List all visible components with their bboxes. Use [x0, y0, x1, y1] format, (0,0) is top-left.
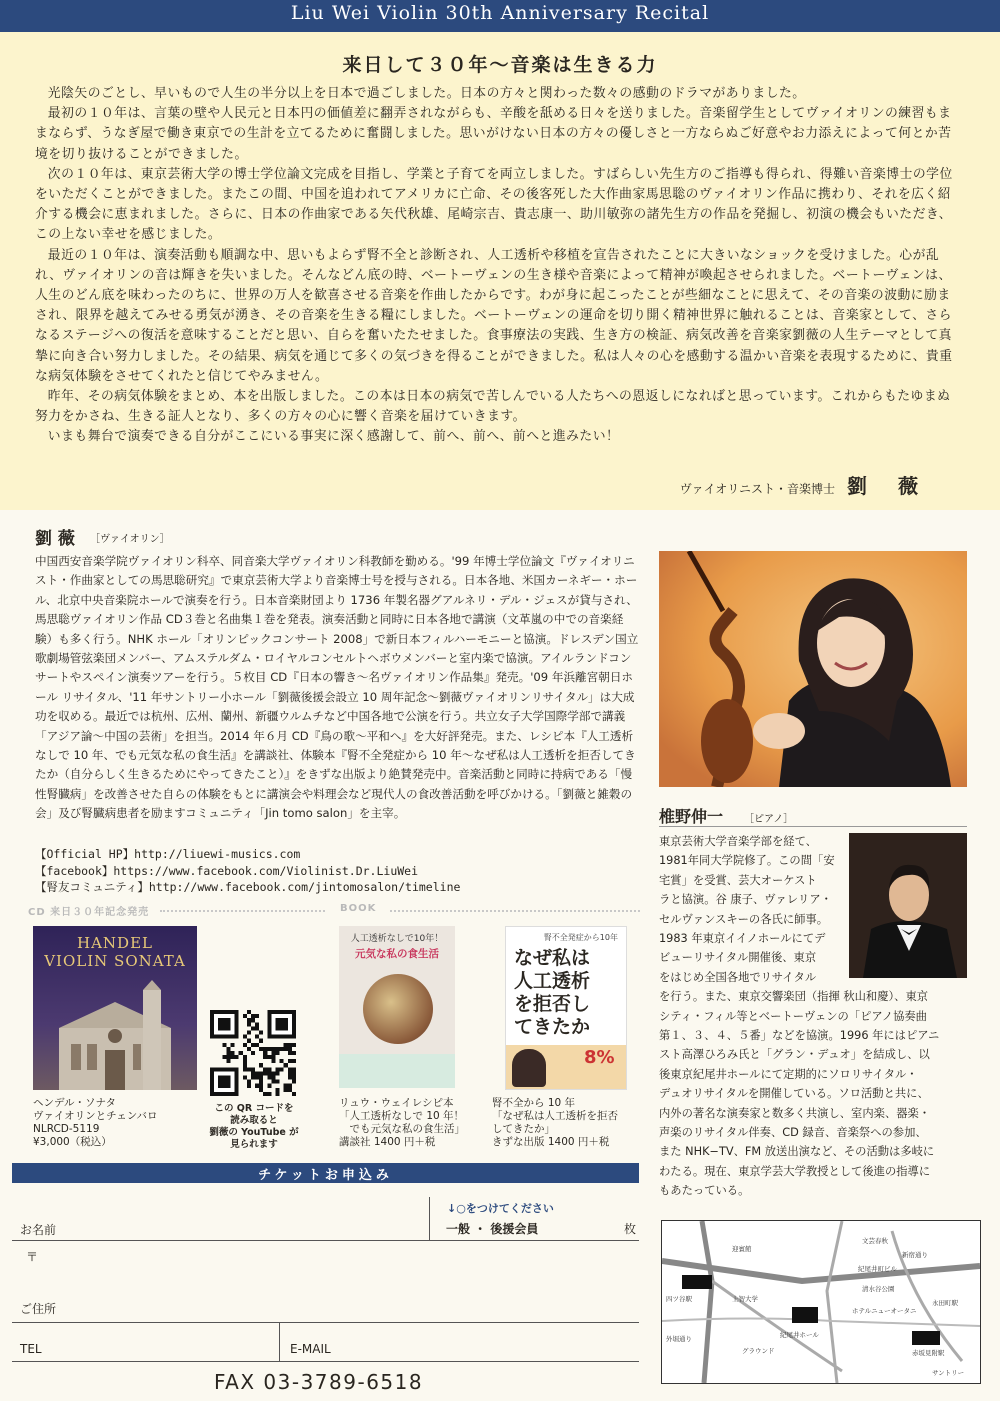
map-label: サントリー [932, 1369, 965, 1377]
divider [390, 910, 640, 912]
pianist-photo [849, 833, 967, 978]
youtube-qr-code[interactable] [210, 1010, 296, 1096]
map-label: 外堀通り [666, 1335, 692, 1343]
caption-line: 腎不全から 10 年 [492, 1097, 576, 1109]
experience-book-cover [505, 926, 627, 1090]
author-photo [512, 1049, 546, 1087]
book-cover-text: 人工透析なしで10年！ [350, 934, 444, 944]
book-cover-band [339, 1054, 455, 1088]
pianist-bio-line: ラと協演。谷 康子、ヴァレリア・ [659, 893, 832, 907]
form-divider [429, 1197, 430, 1240]
caption-line: ¥3,000（税込） [33, 1136, 112, 1148]
salad-bowl-image [363, 974, 433, 1044]
caption-line: 読み取ると [230, 1115, 278, 1126]
pianist-bio-line: を行う。また、東京交響楽団（指揮 秋山和慶）、東京 [659, 990, 929, 1004]
book-section-label: BOOK [340, 903, 377, 914]
church-illustration [51, 980, 179, 1090]
caption-line: でも元気な私の食生活」 [339, 1123, 465, 1135]
divider [160, 910, 325, 912]
map-label: 清水谷公園 [862, 1285, 895, 1293]
recipe-book-caption [339, 1097, 469, 1149]
map-label: 紀尾井ホール [780, 1331, 819, 1339]
divider [659, 826, 967, 827]
signature [620, 470, 930, 499]
map-label: 四ツ谷駅 [666, 1295, 692, 1303]
map-label: ホテルニューオータニ [852, 1307, 917, 1315]
caption-line: NLRCD-5119 [33, 1123, 100, 1135]
pianist-bio-line: シティ・フィル等とベートーヴェンの「ピアノ協奏曲 [659, 1009, 927, 1023]
map-label: 永田町駅 [932, 1299, 958, 1307]
pianist-bio-line: 宅賞」を受賞、芸大オーケスト [659, 873, 817, 887]
pianist-role: ［ピアノ］ [744, 814, 794, 825]
form-divider [279, 1322, 280, 1362]
cd-section-label: CD 来日３０年記念発売 [28, 907, 150, 918]
page-title: Liu Wei Violin 30th Anniversary Recital [290, 2, 710, 24]
violinist-bio: 中国西安音楽学院ヴァイオリン科卒、同音楽大学ヴァイオリン科教師を勤める。'99 年博士学位論文『ヴァイオリニスト・作曲家としての馬思聡研究』で東京芸術大学より音楽博士号を授与される。日本各地、米国カーネギー・ホール、北京中央音楽院ホールで演奏を行う。日本音楽財団より 1736 年製名器グアルネリ・デル・ジェスが貸与され、馬思聡ヴァイオリン作品 CD３巻と名曲集１巻を発表。演奏活動と同時に日本各地で講演（文革嵐の中での音楽経験）も多く行う。NHK ホール「オリンピックコンサート 2008」で新日本フィルハーモニーと協演。ドレスデン国立歌劇場管弦楽団メンバー、アムステルダム・ロイヤルコンセルトヘボウメンバーと室内楽で協演。アイルランドコンサートやスペイン演奏ツアーを行う。５枚目 CD『日本の響き〜名ヴァイオリン作品集』発売。'09 年浜離宮朝日ホール リサイタル、'11 年サントリー小ホール「劉薇後援会設立 10 周年記念〜劉薇ヴァイオリンリサイタル」は大成功を収める。最近では杭州、広州、蘭州、新疆ウルムチなど中国各地で公演を行う。共立女子大学国際学部で講義「アジア論〜中国の芸術」を担当。2014 年６月 CD『鳥の歌〜平和へ』を大好評発売。また、レシピ本『人工透析なしで 10 年、でも元気な私の食生活』を講談社、体験本『腎不全発症から 10 年〜なぜ私は人工透析を拒否してきたか（自分らしく生きるためにやってきたこと）』をきずな出版より絶賛発売中。音楽活動と同時に持病である「慢性腎臓病」を改善させた自らの体験をもとに講演会や料理会など現代人の食改善活動を呼びかける。「劉薇と雑穀の会」及び腎臓病患者を励ますコミュニティ「Jin tomo salon」を主宰。 [35, 554, 639, 821]
violinist-photo [659, 551, 967, 787]
caption-line: ヘンデル・ソナタ [33, 1097, 116, 1109]
book-cover-title: なぜ私は人工透析を拒否してきたか [514, 947, 591, 1038]
pianist-bio-line: をはじめ全国各地でリサイタル [659, 970, 817, 984]
caption-line: 「なぜ私は人工透析を拒否 [492, 1110, 618, 1122]
message-paragraph: 最初の１０年は、言葉の壁や人民元と日本円の価値差に翻弄されながらも、辛酸を舐める日々を送りました。音楽留学生としてヴァイオリンの練習もままならず、うなぎ屋で働き東京での生計を立てるために奮闘しました。思いがけない日本の方々の優しさと一方ならぬご好意やお力添えによって何とか苦境を切り抜けることができました。 [35, 106, 952, 162]
message-paragraph: 最近の１０年は、演奏活動も順調な中、思いもよらず腎不全と診断され、人工透析や移植を宣告されたことに大きいなショックを受けました。心が乱れ、ヴァイオリンの音は輝きを失いました。そんなどん底の時、ベートーヴェンの生き様や音楽によって精神が喚起させられました。ベートーヴェンは、人生のどん底を味わったのちに、世界の万人を歓喜させる音楽を作曲したからです。わが身に起こったことが些細なことに思えて、その音楽の波動に励まされ、限界を越えてみせる勇気が湧き、その音楽を生きる糧にしました。ベートーヴェンの運命を切り開く精神世界に触れることは、音楽家として、さらなるステージへの復活を意味することだと思い、自らを奮いたたせました。食事療法の実践、生き方の検証、病気改善を音楽家劉薇の人生テーマとして真摯に向き合い努力しました。その結果、病気を通じて多くの気づきを得ることができました。私は人々の心を感動する温かい音楽を表現するために、貴重な病気体験をさせてくれたと信じてやみません。 [35, 247, 953, 384]
signature-name: 劉 薇 [847, 474, 930, 498]
map-label: 迎賓館 [732, 1245, 752, 1253]
fax-number: FAX 03-3789-6518 [214, 1370, 424, 1394]
caption-line: 講談社 1400 円＋税 [339, 1136, 436, 1148]
message-paragraph: いまも舞台で演奏できる自分がここにいる事実に深く感謝して、前へ、前へ、前へと進みたい！ [47, 429, 620, 445]
venue-map [661, 1220, 981, 1384]
caption-line: ヴァイオリンとチェンバロ [33, 1110, 158, 1122]
book-cover-number: 8% [584, 1047, 615, 1068]
caption-line: リュウ・ウェイレシピ本 [339, 1097, 454, 1109]
recipe-book-cover [339, 926, 455, 1088]
pianist-bio-line: ビューリサイタル開催後、東京 [659, 951, 817, 965]
pianist-bio-line: 1981年同大学院修了。この間「安 [659, 854, 835, 868]
caption-line: 「人工透析なしで 10 年！ [339, 1110, 465, 1122]
book-cover-text: 腎不全発症から10年 [543, 933, 618, 942]
map-label: 上智大学 [732, 1295, 758, 1303]
caption-line: してきたか」 [492, 1123, 555, 1135]
map-label: 文芸春秋 [862, 1237, 888, 1245]
postal-label: 〒 [26, 1250, 39, 1264]
cd-cover-title-line: VIOLIN SONATA [44, 952, 186, 970]
book-cover-text: 元気な私の食生活 [355, 948, 439, 960]
message-body [35, 84, 955, 448]
violinist-name: 劉 薇 [35, 529, 75, 549]
pianist-bio-line: 声楽のリサイタル伴奏、CD 録音、音楽祭への参加、 [659, 1126, 927, 1139]
cd-caption [33, 1097, 203, 1149]
qr-caption [200, 1103, 308, 1151]
name-label: お名前 [20, 1223, 57, 1237]
message-title: 来日して３０年〜音楽は生きる力 [342, 54, 658, 76]
experience-book-caption [492, 1097, 642, 1149]
facebook-link[interactable]: 【facebook】https://www.facebook.com/Violinist.Dr.LiuWei [35, 863, 419, 878]
message-paragraph: 次の１０年は、東京芸術大学の博士学位論文完成を目指し、学業と子育てを両立しました。すばらしい先生方のご指導も得られ、得難い音楽博士の学位をいただくことができました。またこの間、中国を追われてアメリカに亡命、その後客死した大作曲家馬思聡のヴァイオリン作品に携わり、それを広く紹介する機会に恵まれました。さらに、日本の作曲家である矢代秋雄、尾崎宗吉、貴志康一、助川敏弥の諸先生方の作品を発掘し、初演の機会もいただき、この上ない幸せを感じました。 [35, 166, 953, 243]
pianist-bio-line: 後東京紀尾井ホールにて定期的にソロリサイタル・ [659, 1067, 918, 1081]
address-label: ご住所 [20, 1302, 57, 1316]
form-line [12, 1240, 639, 1241]
pianist-name: 椎野伸一 [659, 807, 724, 826]
pianist-bio-line: 1983 年東京イイノホールにてデ [659, 932, 826, 945]
official-hp-link[interactable]: 【Official HP】http://liuewi-musics.com [35, 847, 301, 861]
pianist-illustration [849, 833, 967, 978]
pianist-bio-line: 内外の著名な演奏家と数多く共演し、室内楽、器楽・ [659, 1106, 931, 1120]
violinist-illustration [659, 551, 967, 787]
ticket-instruction: ↓○をつけてください [447, 1202, 554, 1215]
map-label: 紀尾井町ビル [858, 1265, 897, 1273]
community-link[interactable]: 【腎友コミュニティ】http://www.facebook.com/jintomosalon/timeline [35, 880, 461, 894]
ticket-title: チケットお申込み [258, 1168, 393, 1183]
message-paragraph: 昨年、その病気体験をまとめ、本を出版しました。この本は日本の病気で苦しんでいる人たちへの恩返しになればと思っています。これからもたゆまぬ努力をかさね、生きる証人となり、多くの方々の心に響く音楽を届けていきます。 [35, 389, 951, 425]
map-label: 赤坂見附駅 [912, 1349, 945, 1357]
cd-cover-title-line: HANDEL [77, 934, 153, 952]
pianist-bio-line: また NHK−TV、FM 放送出演など、その活動は多岐に [659, 1145, 935, 1159]
pianist-bio-line: わたる。現在、東京学芸大学教授として後進の指導に [659, 1164, 931, 1178]
email-label: E-MAIL [290, 1342, 331, 1356]
pianist-bio-line: スト高澤ひろみ氏と「グラン・デュオ」を結成し、以 [659, 1048, 930, 1062]
cd-cover-title [33, 934, 197, 970]
links-list [35, 846, 640, 896]
form-line [12, 1322, 639, 1323]
ticket-type-options[interactable]: 一般 ・ 後援会員 [446, 1222, 539, 1236]
pianist-bio-line: 第１、３、４、５番」などを協演。1996 年にはピアニ [659, 1029, 940, 1042]
violinist-role: ［ヴァイオリン］ [90, 534, 170, 545]
message-paragraph: 光陰矢のごとし、早いもので人生の半分以上を日本で過ごしました。日本の方々と関わった数々の感動のドラマがありました。 [47, 86, 806, 101]
cd-cover-image [33, 926, 197, 1090]
pianist-bio-line: セルヴァンスキーの各氏に師事。 [659, 912, 829, 926]
caption-line: この QR コードを [214, 1103, 294, 1114]
caption-line: 劉薇の YouTube が [209, 1127, 299, 1138]
map-label: グラウンド [742, 1347, 775, 1355]
signature-role: ヴァイオリニスト・音楽博士 [679, 482, 836, 496]
form-line [12, 1361, 639, 1362]
tel-label: TEL [20, 1342, 42, 1356]
map-label: 新宿通り [902, 1251, 928, 1259]
caption-line: 見られます [230, 1139, 278, 1150]
pianist-bio-line: もあたっている。 [659, 1184, 750, 1198]
pianist-bio-line: 東京芸術大学音楽学部を経て、 [659, 835, 817, 848]
ticket-unit: 枚 [624, 1222, 637, 1236]
caption-line: きずな出版 1400 円＋税 [492, 1136, 610, 1148]
pianist-bio-line: デュオリサイタルを開催している。ソロ活動と共に、 [659, 1087, 929, 1101]
